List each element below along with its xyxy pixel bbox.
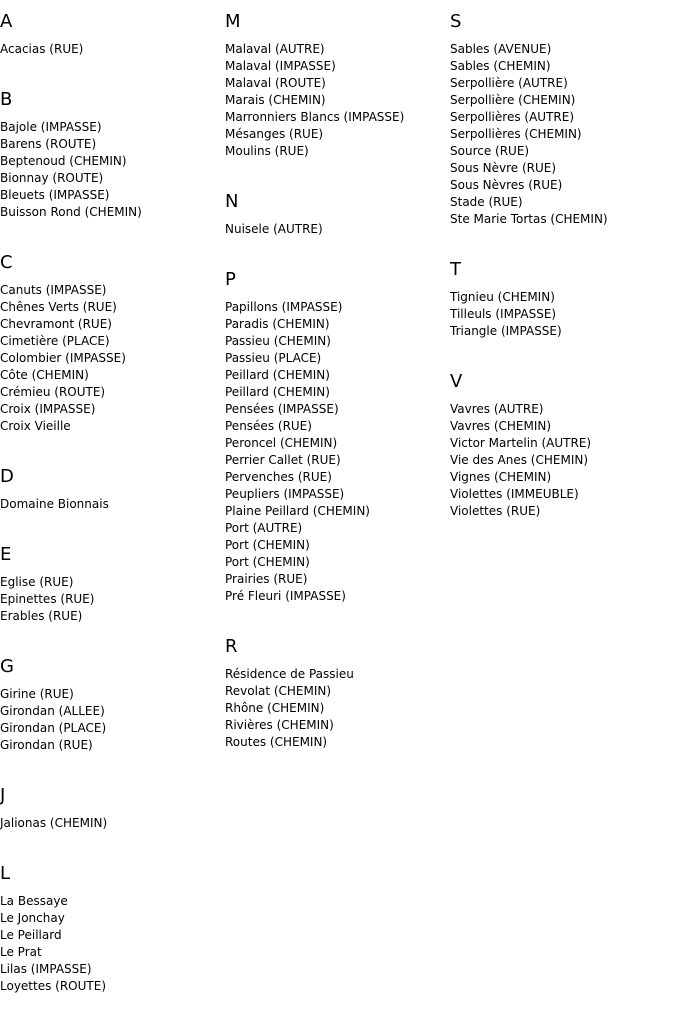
street-entry: Loyettes (ROUTE) [0, 979, 107, 993]
section-letter-heading: L [0, 863, 11, 884]
street-entry: Epinettes (RUE) [0, 592, 95, 606]
street-entry: Sables (AVENUE) [450, 42, 552, 56]
section-spacer [0, 58, 225, 78]
section-spacer [0, 754, 225, 774]
street-entry: Mésanges (RUE) [225, 127, 324, 141]
street-entry: Plaine Peillard (CHEMIN) [225, 504, 370, 518]
street-entry: Marronniers Blancs (IMPASSE) [225, 110, 405, 124]
section-spacer [450, 228, 675, 248]
street-entry: Source (RUE) [450, 144, 530, 158]
street-list [0, 496, 225, 513]
street-entry: Stade (RUE) [450, 195, 523, 209]
street-list [450, 401, 675, 520]
street-list [0, 574, 225, 625]
street-entry: Le Jonchay [0, 911, 65, 925]
section-letter-heading: V [450, 371, 463, 392]
street-entry: Croix (IMPASSE) [0, 402, 96, 416]
section-letter-heading: C [0, 252, 13, 273]
section-spacer [225, 160, 450, 180]
street-entry: Chevramont (RUE) [0, 317, 112, 331]
street-entry: Chênes Verts (RUE) [0, 300, 117, 314]
street-entry: Moulins (RUE) [225, 144, 309, 158]
street-entry: Cimetière (PLACE) [0, 334, 110, 348]
letter-section [0, 252, 225, 455]
street-entry: Côte (CHEMIN) [0, 368, 89, 382]
street-entry: Prairies (RUE) [225, 572, 308, 586]
street-entry: Beptenoud (CHEMIN) [0, 154, 127, 168]
index-column-2 [225, 0, 450, 771]
street-entry: Erables (RUE) [0, 609, 83, 623]
section-letter-heading: S [450, 11, 462, 32]
street-entry: Revolat (CHEMIN) [225, 684, 332, 698]
letter-section [225, 11, 450, 180]
street-entry: Pervenches (RUE) [225, 470, 332, 484]
street-list [450, 289, 675, 340]
section-spacer [0, 625, 225, 645]
letter-section [0, 863, 225, 1015]
street-entry: Ste Marie Tortas (CHEMIN) [450, 212, 608, 226]
street-entry: Buisson Rond (CHEMIN) [0, 205, 142, 219]
street-entry: Vie des Anes (CHEMIN) [450, 453, 589, 467]
section-spacer [0, 995, 225, 1015]
street-entry: Lilas (IMPASSE) [0, 962, 92, 976]
street-entry: Colombier (IMPASSE) [0, 351, 126, 365]
street-list [0, 282, 225, 435]
section-letter-heading: B [0, 89, 13, 110]
section-spacer [450, 340, 675, 360]
section-letter-heading: P [225, 269, 236, 290]
street-entry: Serpollières (AUTRE) [450, 110, 575, 124]
letter-section [225, 191, 450, 258]
section-letter-heading: D [0, 466, 14, 487]
street-entry: Port (AUTRE) [225, 521, 303, 535]
street-entry: Pensées (IMPASSE) [225, 402, 339, 416]
letter-section [0, 466, 225, 533]
street-entry: Sous Nèvre (RUE) [450, 161, 557, 175]
street-entry: Bajole (IMPASSE) [0, 120, 102, 134]
street-entry: Malaval (IMPASSE) [225, 59, 336, 73]
street-entry: Girine (RUE) [0, 687, 74, 701]
street-entry: Sables (CHEMIN) [450, 59, 551, 73]
section-spacer [225, 605, 450, 625]
street-list [450, 41, 675, 228]
street-list [0, 686, 225, 754]
section-spacer [225, 751, 450, 771]
street-entry: Papillons (IMPASSE) [225, 300, 343, 314]
section-letter-heading: A [0, 11, 13, 32]
street-entry: Passieu (CHEMIN) [225, 334, 331, 348]
street-entry: Jalionas (CHEMIN) [0, 816, 108, 830]
index-column-3 [450, 0, 675, 540]
street-entry: Serpollières (CHEMIN) [450, 127, 582, 141]
street-entry: Girondan (RUE) [0, 738, 93, 752]
section-spacer [0, 513, 225, 533]
street-entry: Bionnay (ROUTE) [0, 171, 104, 185]
street-entry: Vavres (CHEMIN) [450, 419, 552, 433]
street-entry: Le Peillard [0, 928, 62, 942]
street-entry: Paradis (CHEMIN) [225, 317, 330, 331]
street-entry: Girondan (PLACE) [0, 721, 107, 735]
street-list [0, 119, 225, 221]
street-entry: Malaval (ROUTE) [225, 76, 326, 90]
street-entry: Violettes (RUE) [450, 504, 541, 518]
street-entry: Victor Martelin (AUTRE) [450, 436, 592, 450]
street-entry: Malaval (AUTRE) [225, 42, 325, 56]
street-entry: Domaine Bionnais [0, 497, 109, 511]
street-entry: Tilleuls (IMPASSE) [450, 307, 557, 321]
street-entry: Pensées (RUE) [225, 419, 312, 433]
street-entry: Serpollière (AUTRE) [450, 76, 568, 90]
street-entry: Rhône (CHEMIN) [225, 701, 325, 715]
street-entry: Pré Fleuri (IMPASSE) [225, 589, 346, 603]
street-list [225, 666, 450, 751]
section-spacer [0, 435, 225, 455]
section-spacer [0, 832, 225, 852]
letter-section [450, 259, 675, 360]
street-entry: Acacias (RUE) [0, 42, 84, 56]
street-list [225, 221, 450, 238]
street-entry: Rivières (CHEMIN) [225, 718, 334, 732]
letter-section [225, 269, 450, 625]
letter-section [0, 11, 225, 78]
street-entry: Barens (ROUTE) [0, 137, 97, 151]
street-entry: Bleuets (IMPASSE) [0, 188, 110, 202]
street-list [0, 893, 225, 995]
letter-section [0, 544, 225, 645]
street-list [0, 815, 225, 832]
letter-section [0, 656, 225, 774]
index-column-1 [0, 0, 225, 1015]
street-entry: Serpollière (CHEMIN) [450, 93, 576, 107]
street-list [225, 299, 450, 605]
section-letter-heading: E [0, 544, 12, 565]
street-entry: Canuts (IMPASSE) [0, 283, 107, 297]
section-letter-heading: R [225, 636, 238, 657]
street-entry: Port (CHEMIN) [225, 538, 310, 552]
street-entry: Résidence de Passieu [225, 667, 354, 681]
letter-section [225, 636, 450, 771]
street-entry: La Bessaye [0, 894, 68, 908]
street-entry: Passieu (PLACE) [225, 351, 322, 365]
street-entry: Peillard (CHEMIN) [225, 385, 330, 399]
street-entry: Port (CHEMIN) [225, 555, 310, 569]
letter-section [450, 371, 675, 540]
letter-section [0, 89, 225, 241]
street-entry: Peupliers (IMPASSE) [225, 487, 345, 501]
section-letter-heading: N [225, 191, 239, 212]
section-letter-heading: T [450, 259, 461, 280]
section-spacer [450, 520, 675, 540]
street-entry: Nuisele (AUTRE) [225, 222, 323, 236]
section-letter-heading: M [225, 11, 241, 32]
street-entry: Marais (CHEMIN) [225, 93, 326, 107]
street-entry: Eglise (RUE) [0, 575, 74, 589]
section-letter-heading: G [0, 656, 14, 677]
street-entry: Vavres (AUTRE) [450, 402, 544, 416]
section-spacer [0, 221, 225, 241]
street-entry: Le Prat [0, 945, 42, 959]
street-entry: Tignieu (CHEMIN) [450, 290, 555, 304]
street-list [0, 41, 225, 58]
street-entry: Perrier Callet (RUE) [225, 453, 341, 467]
street-entry: Triangle (IMPASSE) [450, 324, 562, 338]
street-list [225, 41, 450, 160]
street-entry: Routes (CHEMIN) [225, 735, 328, 749]
letter-section [0, 785, 225, 852]
street-entry: Peroncel (CHEMIN) [225, 436, 338, 450]
street-entry: Girondan (ALLEE) [0, 704, 105, 718]
street-entry: Crémieu (ROUTE) [0, 385, 106, 399]
section-spacer [225, 238, 450, 258]
street-entry: Violettes (IMMEUBLE) [450, 487, 579, 501]
letter-section [450, 11, 675, 248]
section-letter-heading: J [0, 785, 6, 806]
street-entry: Peillard (CHEMIN) [225, 368, 330, 382]
street-entry: Croix Vieille [0, 419, 71, 433]
street-entry: Vignes (CHEMIN) [450, 470, 552, 484]
street-entry: Sous Nèvres (RUE) [450, 178, 563, 192]
